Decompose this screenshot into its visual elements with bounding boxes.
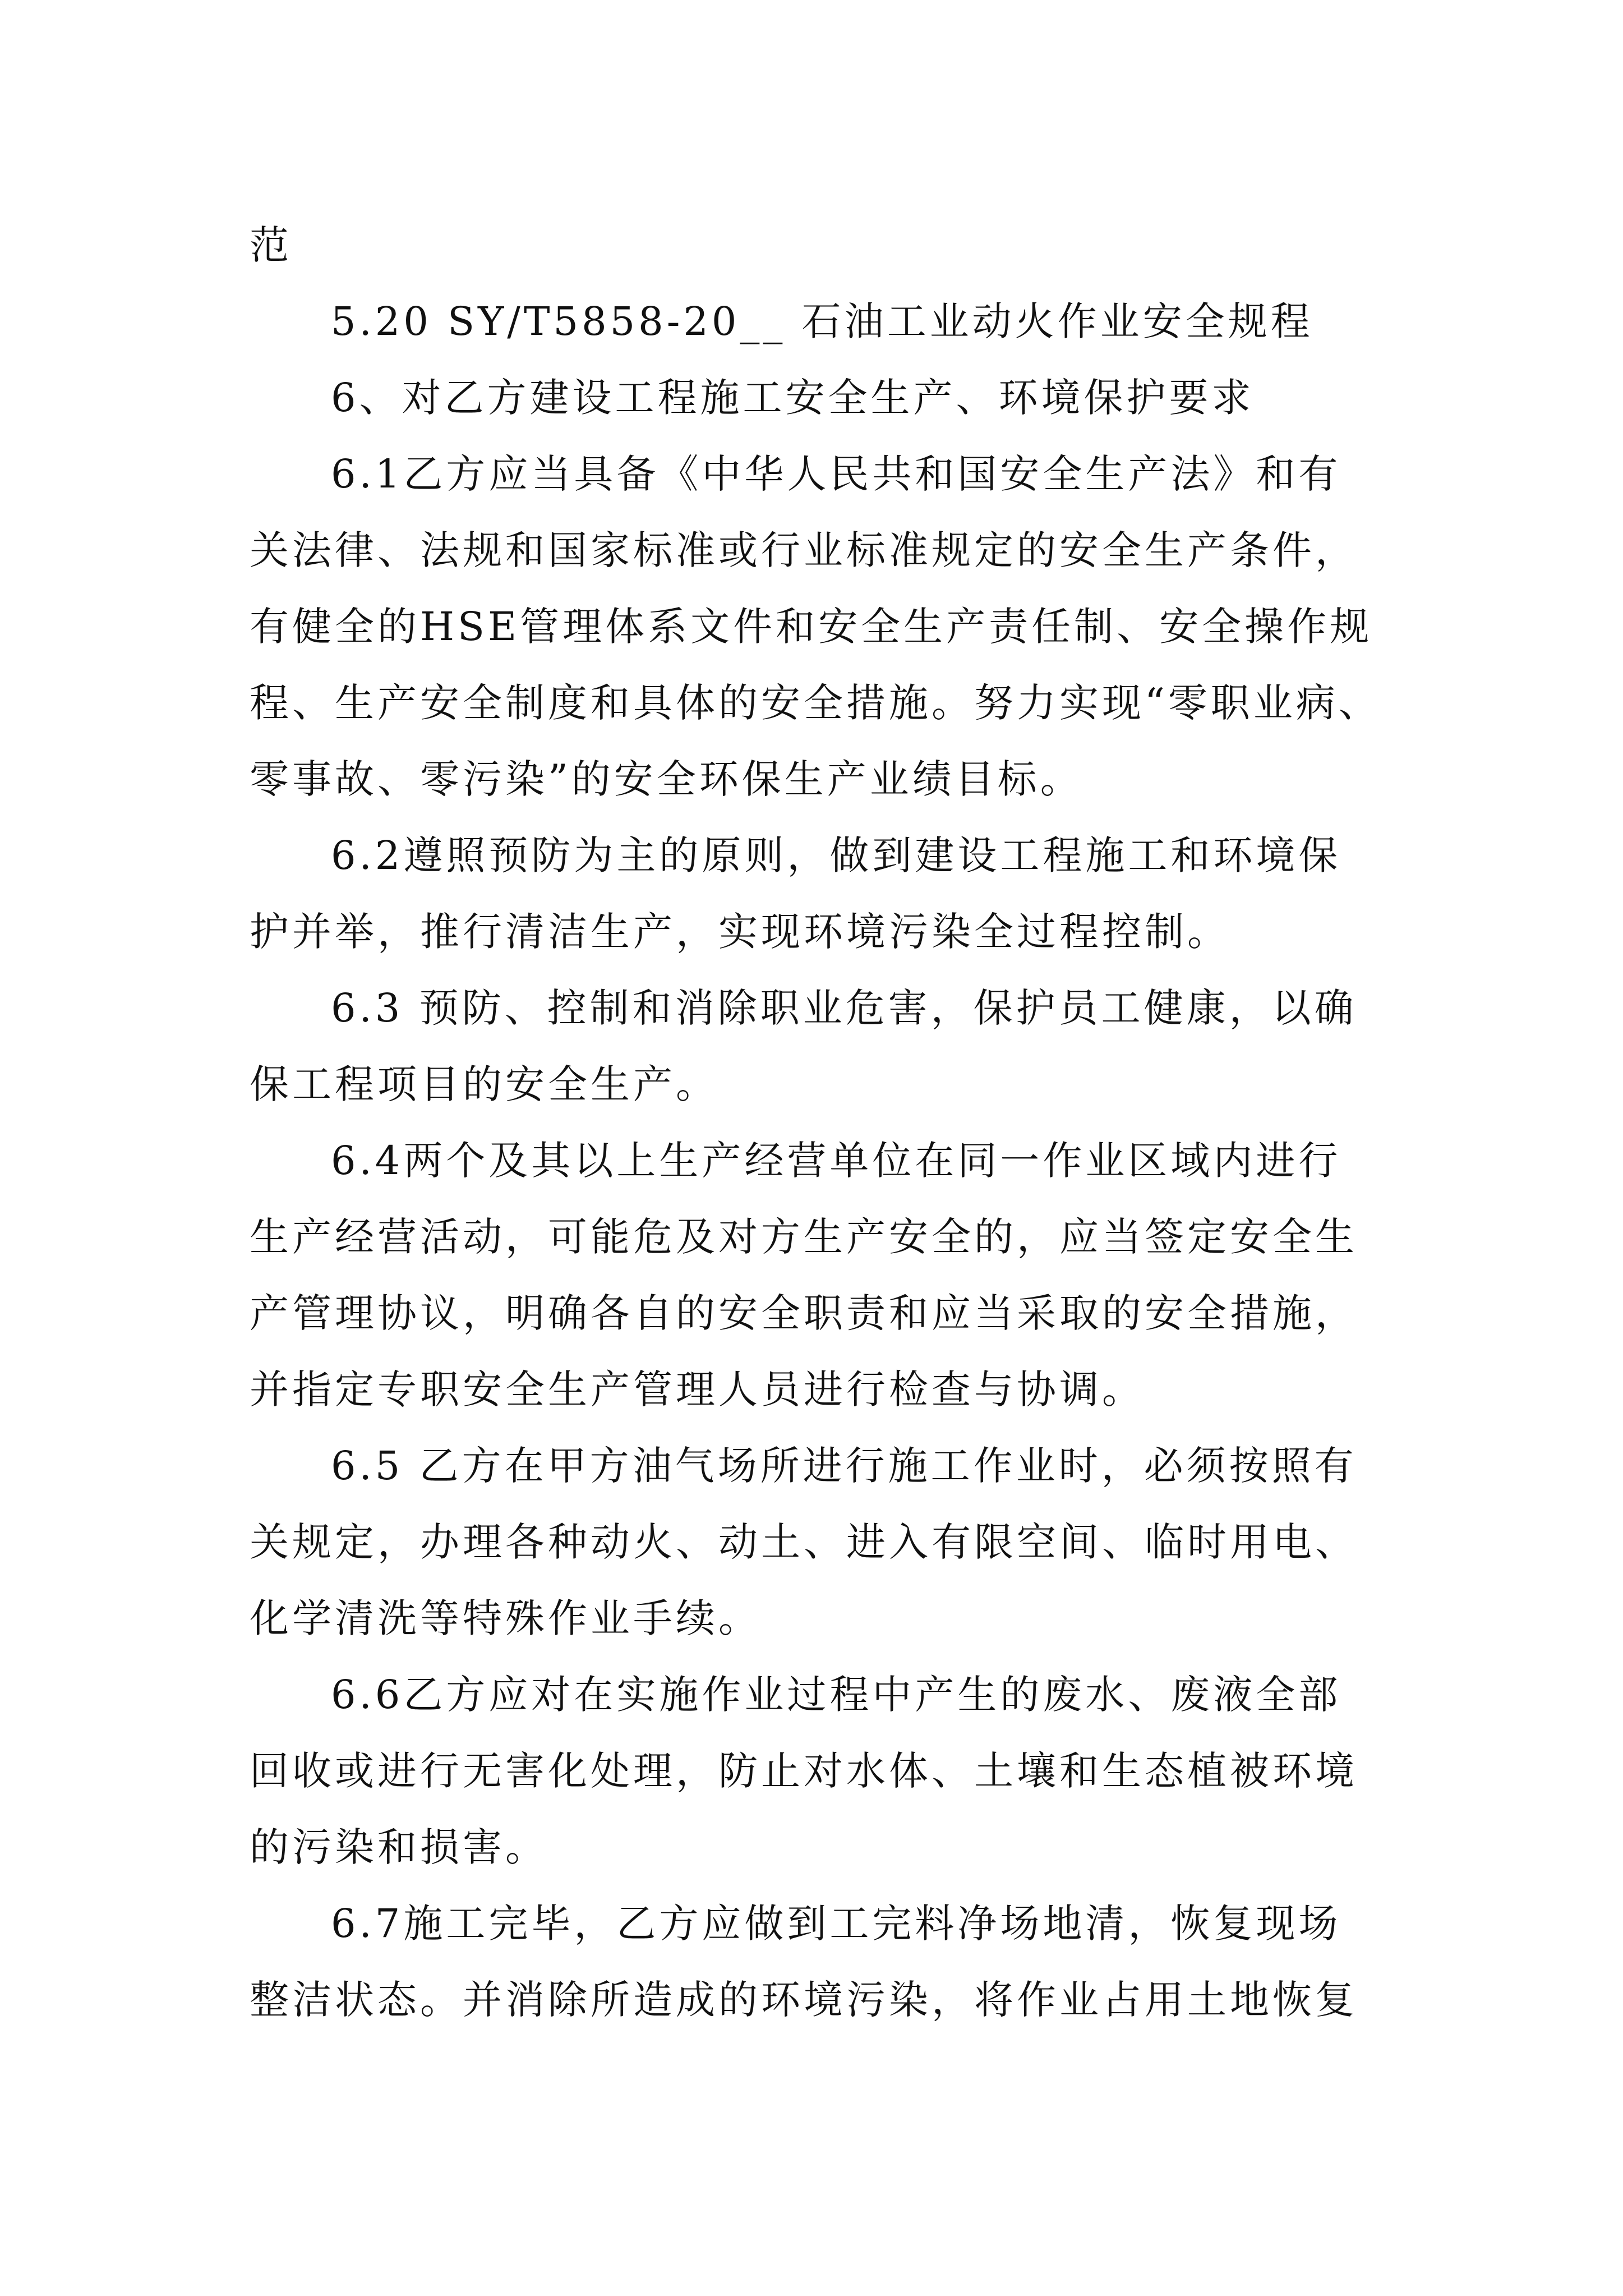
paragraph-6-2-line-2: 护并举，推行清洁生产，实现环境污染全过程控制。 [250,909,1230,955]
paragraph-6-5-line-2: 关规定，办理各种动火、动土、进入有限空间、临时用电、 [250,1519,1358,1565]
paragraph-6-6-line-2: 回收或进行无害化处理，防止对水体、土壤和生态植被环境 [250,1748,1358,1794]
paragraph-6-3-line-1: 6.3 预防、控制和消除职业危害，保护员工健康，以确 [331,985,1357,1031]
paragraph-6-6-line-3: 的污染和损害。 [250,1824,548,1870]
paragraph-6-2-line-1: 6.2遵照预防为主的原则，做到建设工程施工和环境保 [331,832,1341,878]
paragraph-6-4-line-1: 6.4两个及其以上生产经营单位在同一作业区域内进行 [331,1138,1341,1184]
text-line-standard-5-20: 5.20 SY/T5858-20__ 石油工业动火作业安全规程 [331,298,1313,344]
paragraph-6-1-line-1: 6.1乙方应当具备《中华人民共和国安全生产法》和有 [331,451,1341,497]
paragraph-6-6-line-1: 6.6乙方应对在实施作业过程中产生的废水、废液全部 [331,1672,1341,1718]
paragraph-6-4-line-3: 产管理协议，明确各自的安全职责和应当采取的安全措施， [250,1290,1358,1336]
text-line-continuation: 范 [250,222,292,268]
paragraph-6-4-line-4: 并指定专职安全生产管理人员进行检查与协调。 [250,1366,1145,1412]
paragraph-6-1-line-5: 零事故、零污染”的安全环保生产业绩目标。 [250,756,1083,802]
paragraph-6-1-line-2: 关法律、法规和国家标准或行业标准规定的安全生产条件， [250,527,1358,573]
section-heading-6: 6、对乙方建设工程施工安全生产、环境保护要求 [331,375,1255,421]
paragraph-6-7-line-1: 6.7施工完毕，乙方应做到工完料净场地清，恢复现场 [331,1901,1341,1947]
paragraph-6-5-line-3: 化学清洗等特殊作业手续。 [250,1595,761,1641]
paragraph-6-5-line-1: 6.5 乙方在甲方油气场所进行施工作业时，必须按照有 [331,1443,1357,1489]
paragraph-6-3-line-2: 保工程项目的安全生产。 [250,1061,718,1107]
paragraph-6-1-line-4: 程、生产安全制度和具体的安全措施。努力实现“零职业病、 [250,680,1381,726]
paragraph-6-1-line-3: 有健全的HSE管理体系文件和安全生产责任制、安全操作规 [250,604,1373,650]
paragraph-6-4-line-2: 生产经营活动，可能危及对方生产安全的，应当签定安全生 [250,1214,1358,1260]
paragraph-6-7-line-2: 整洁状态。并消除所造成的环境污染，将作业占用土地恢复 [250,1977,1358,2023]
